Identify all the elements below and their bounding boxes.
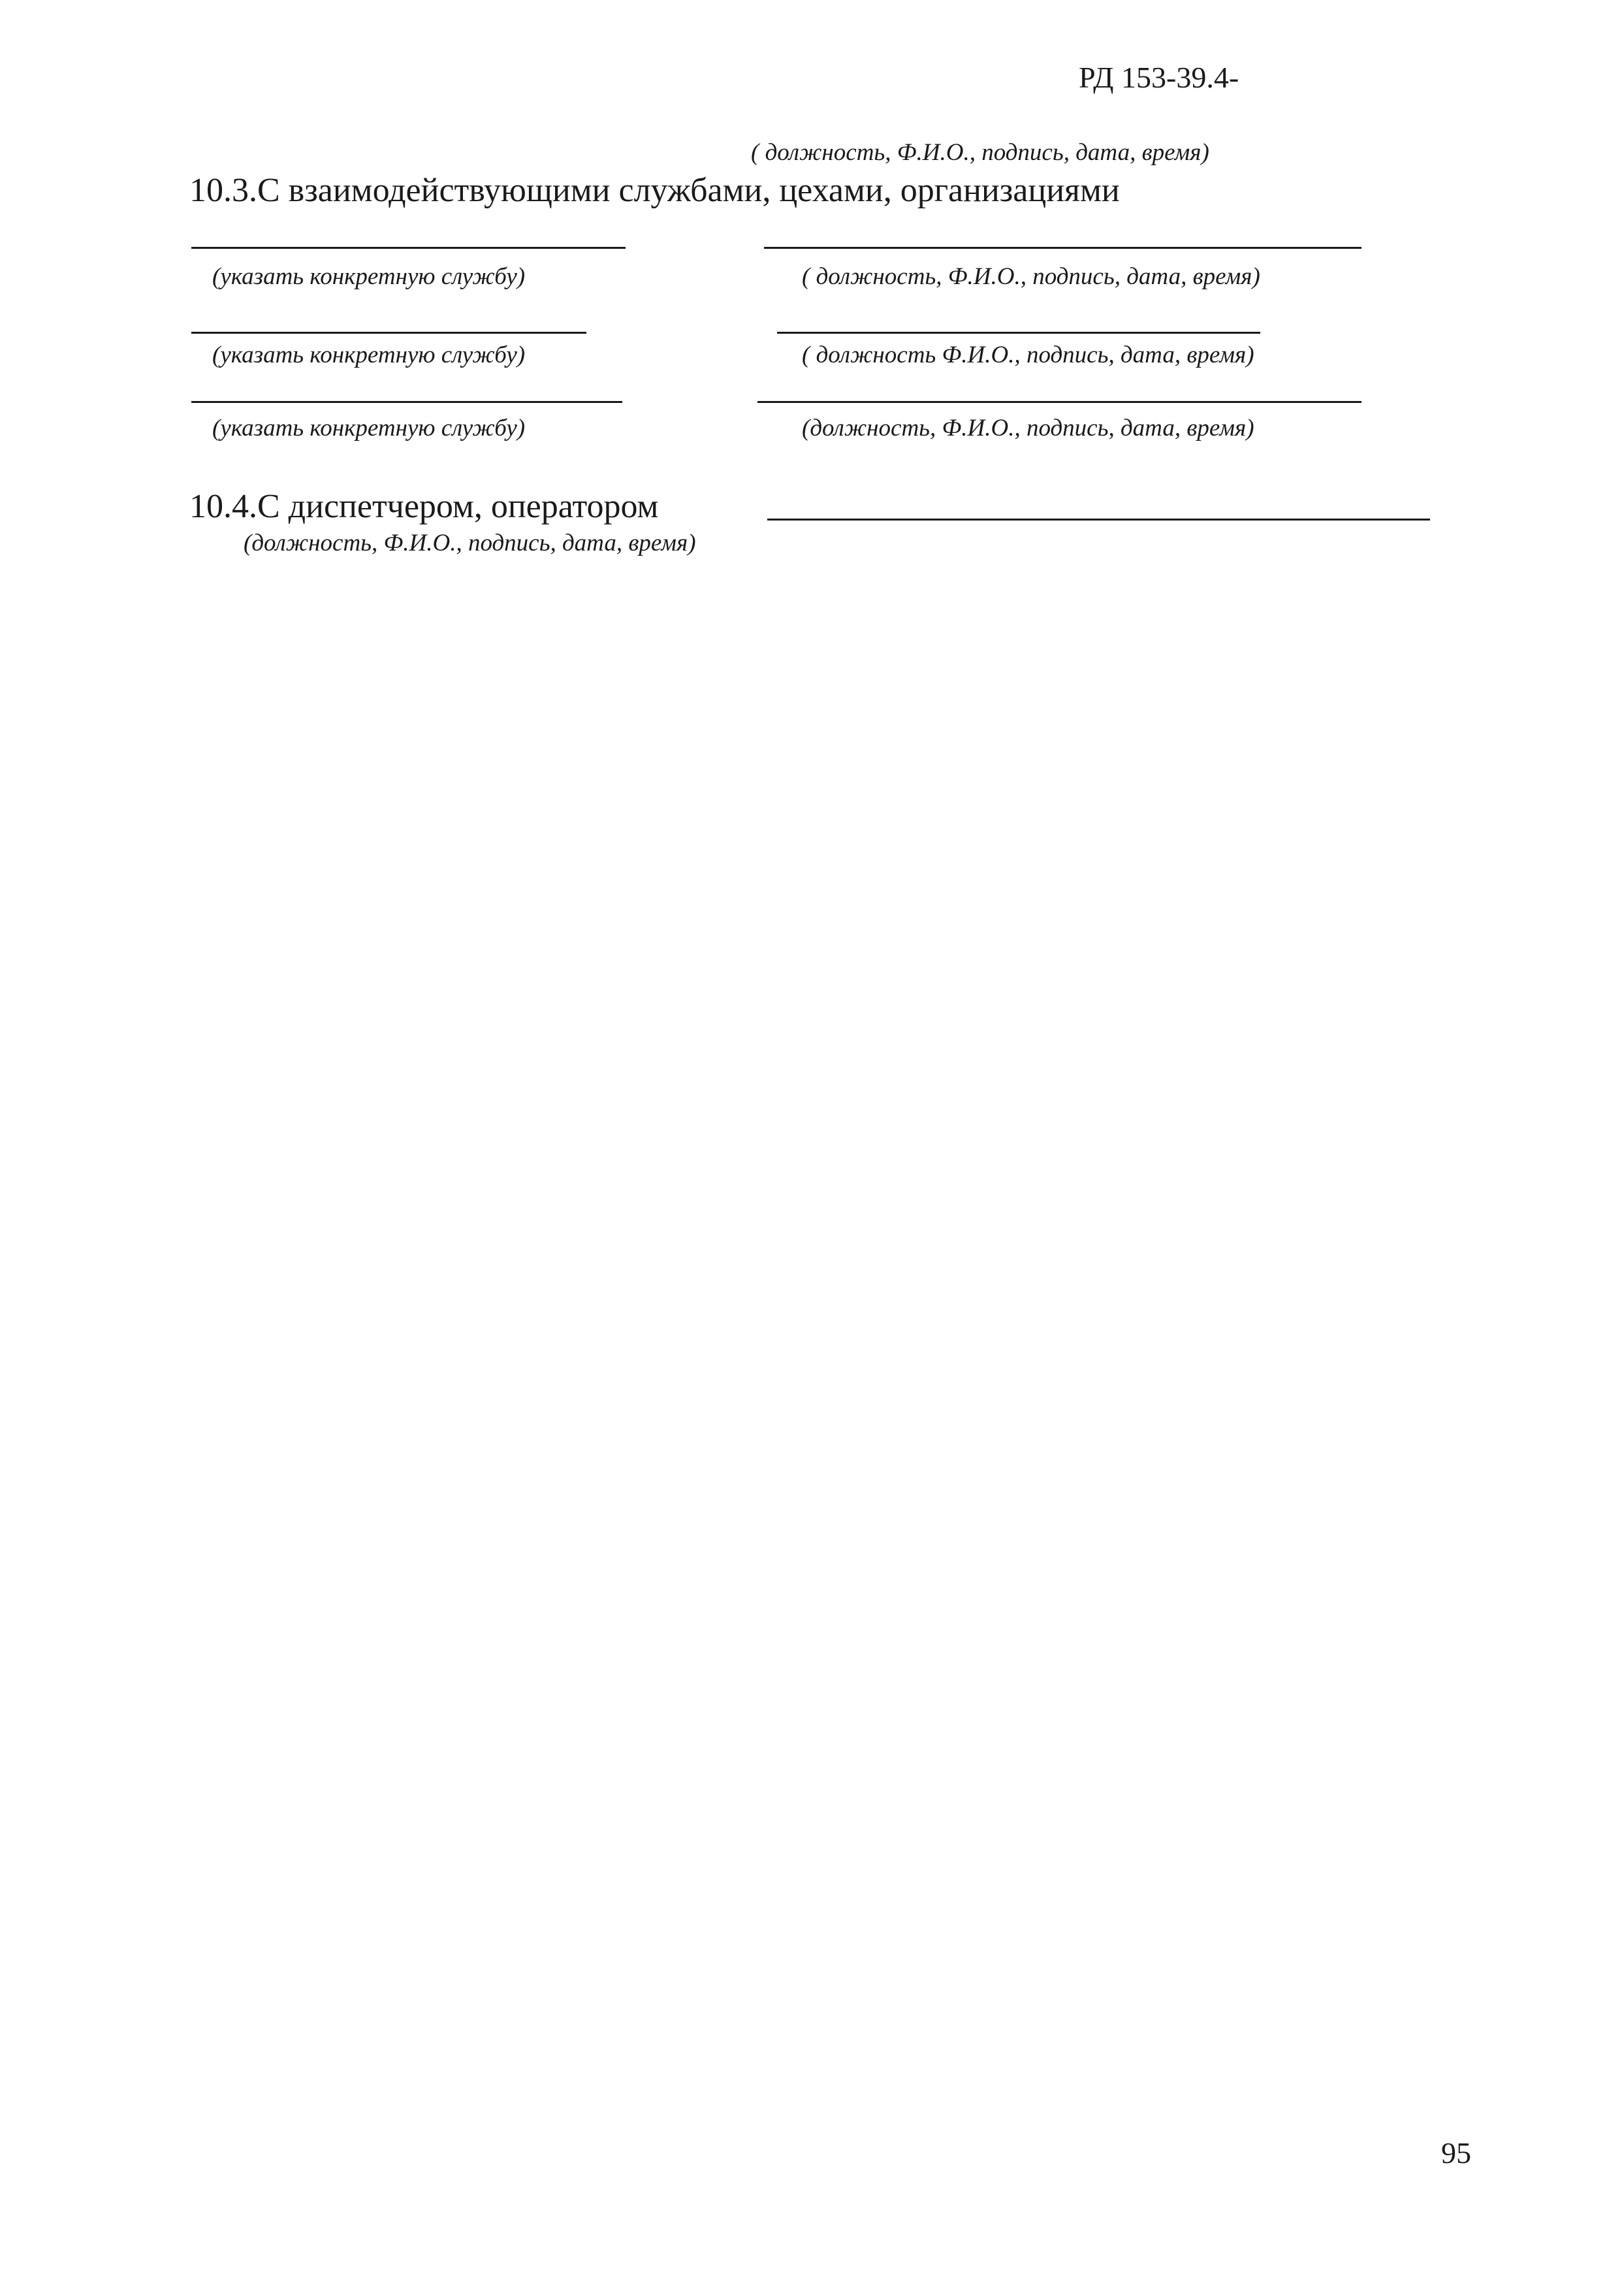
- signature-line-2: [777, 332, 1260, 334]
- service-caption-3: (указать конкретную службу): [212, 415, 526, 441]
- service-caption-1: (указать конкретную службу): [212, 263, 526, 290]
- dispatcher-signature-caption: (должность, Ф.И.О., подпись, дата, время): [244, 530, 696, 556]
- signature-caption-3: (должность, Ф.И.О., подпись, дата, время): [802, 415, 1254, 441]
- signature-caption-1: ( должность, Ф.И.О., подпись, дата, время): [802, 263, 1260, 290]
- dispatcher-signature-line: [767, 519, 1430, 521]
- signature-line-3: [757, 401, 1361, 403]
- service-caption-2: (указать конкретную службу): [212, 342, 526, 368]
- document-code: РД 153-39.4-: [1079, 61, 1239, 94]
- section-10-4-heading: 10.4.С диспетчером, оператором: [189, 488, 659, 525]
- signature-line-1: [764, 247, 1361, 249]
- service-line-3: [191, 401, 622, 403]
- page-number: 95: [1441, 2136, 1471, 2170]
- top-signature-caption: ( должность, Ф.И.О., подпись, дата, время): [751, 139, 1209, 166]
- signature-caption-2: ( должность Ф.И.О., подпись, дата, время): [802, 342, 1254, 368]
- service-line-1: [191, 247, 626, 249]
- service-line-2: [191, 332, 586, 334]
- section-10-3-heading: 10.3.С взаимодействующими службами, цехами, организациями: [189, 172, 1120, 209]
